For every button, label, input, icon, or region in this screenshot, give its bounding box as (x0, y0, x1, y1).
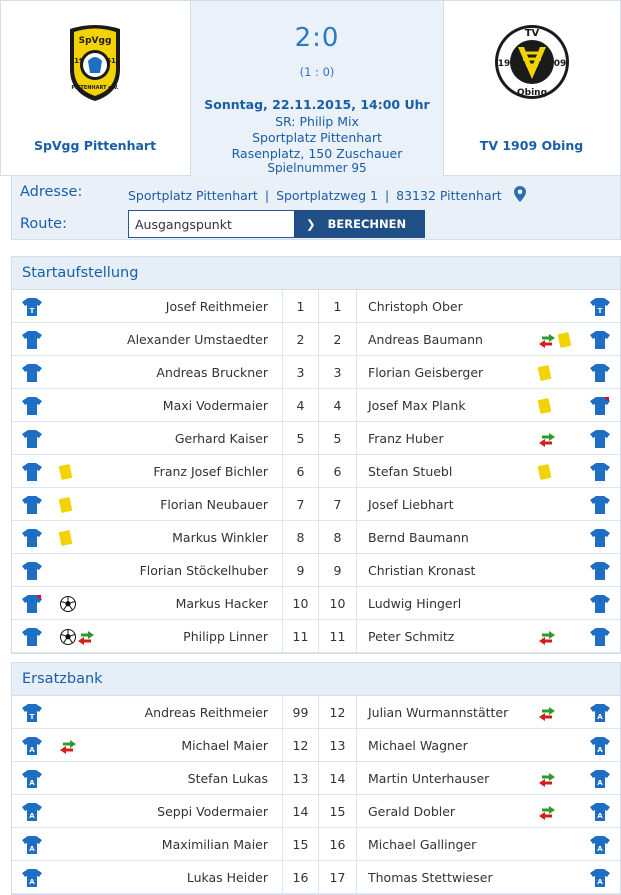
svg-text:T: T (29, 307, 35, 315)
shirt-icon (22, 396, 42, 419)
away-player-name[interactable]: Michael Wagner (368, 738, 468, 753)
home-player-name[interactable]: Maxi Vodermaier (162, 398, 268, 413)
away-player-name[interactable]: Josef Liebhart (368, 497, 454, 512)
final-score: 2:0 (294, 23, 340, 53)
home-player-number: 14 (282, 795, 318, 828)
substitution-icon (539, 805, 555, 819)
calculate-route-label: BERECHNEN (327, 217, 407, 231)
goal-ball-icon (60, 629, 76, 645)
away-logo-bottom: Obing (516, 88, 547, 98)
shirt-icon (590, 868, 610, 891)
svg-text:A: A (597, 746, 603, 754)
svg-text:A: A (597, 845, 603, 853)
player-row (12, 729, 620, 762)
player-row (12, 455, 620, 488)
yellow-card-icon (538, 464, 552, 480)
away-player-name[interactable]: Stefan Stuebl (368, 464, 453, 479)
address-venue: Sportplatz Pittenhart (128, 188, 258, 203)
shirt-icon (22, 594, 42, 617)
home-logo-ring: PITTENHART e.V. (71, 85, 119, 91)
away-player-name[interactable]: Ludwig Hingerl (368, 596, 462, 611)
away-player-number: 17 (318, 861, 357, 894)
starting-lineup-title: Startaufstellung (12, 257, 620, 290)
address-separator: | (384, 188, 390, 203)
away-player-name[interactable]: Peter Schmitz (368, 629, 455, 644)
shirt-icon (22, 495, 42, 518)
map-pin-icon[interactable] (514, 186, 526, 202)
svg-text:A: A (29, 746, 35, 754)
home-team-logo (66, 23, 124, 103)
shirt-icon (590, 429, 610, 452)
yellow-card-icon (59, 530, 73, 546)
away-player-name[interactable]: Michael Gallinger (368, 837, 477, 852)
home-events (60, 529, 71, 547)
yellow-card-icon (59, 464, 73, 480)
player-row (12, 356, 620, 389)
substitution-icon (539, 772, 555, 786)
player-row (12, 422, 620, 455)
player-row (12, 389, 620, 422)
shirt-icon (590, 594, 610, 617)
away-player-number: 1 (318, 290, 357, 323)
home-player-number: 6 (282, 455, 318, 488)
away-team-logo (493, 23, 571, 101)
yellow-card-icon (558, 332, 572, 348)
shirt-icon (22, 703, 42, 726)
away-events (539, 770, 555, 788)
shirt-icon (22, 363, 42, 386)
goal-ball-icon (60, 596, 76, 612)
substitution-icon (539, 432, 555, 446)
home-player-name[interactable]: Stefan Lukas (187, 771, 268, 786)
starting-lineup-table (12, 290, 620, 653)
home-player-name[interactable]: Alexander Umstaedter (127, 332, 268, 347)
away-team[interactable] (443, 1, 620, 177)
shirt-icon (22, 297, 42, 320)
home-team-name[interactable]: SpVgg Pittenhart (33, 138, 157, 153)
away-player-number: 2 (318, 323, 357, 356)
svg-text:A: A (29, 812, 35, 820)
address-label: Adresse: (20, 184, 83, 200)
home-player-number: 9 (282, 554, 318, 587)
shirt-icon (22, 835, 42, 858)
home-player-name[interactable]: Markus Winkler (172, 530, 268, 545)
player-row (12, 696, 620, 729)
shirt-icon (22, 528, 42, 551)
away-player-number: 3 (318, 356, 357, 389)
substitution-icon (539, 630, 555, 644)
away-player-name[interactable]: Christoph Ober (368, 299, 463, 314)
starting-lineup-section (11, 256, 621, 654)
calculate-route-button[interactable] (294, 210, 425, 238)
home-player-name[interactable]: Philipp Linner (183, 629, 268, 644)
home-player-number: 1 (282, 290, 318, 323)
player-row (12, 488, 620, 521)
away-logo-left: 19 (497, 59, 510, 69)
home-player-name[interactable]: Josef Reithmeier (165, 299, 268, 314)
away-player-number: 10 (318, 587, 357, 620)
player-row (12, 861, 620, 894)
home-player-number: 13 (282, 762, 318, 795)
away-player-name[interactable]: Franz Huber (368, 431, 444, 446)
svg-text:A: A (597, 713, 603, 721)
home-player-number: 11 (282, 620, 318, 653)
svg-text:A: A (29, 878, 35, 886)
home-player-name[interactable]: Maximilian Maier (161, 837, 268, 852)
home-player-number: 4 (282, 389, 318, 422)
away-player-number: 16 (318, 828, 357, 861)
away-logo-right: 09 (553, 59, 566, 69)
home-logo-year1: 19 (74, 57, 84, 65)
shirt-icon (590, 396, 610, 419)
home-events (60, 737, 76, 755)
away-events (539, 628, 555, 646)
away-player-name[interactable]: Bernd Baumann (368, 530, 469, 545)
address-line (128, 186, 526, 203)
player-row (12, 521, 620, 554)
shirt-icon (22, 561, 42, 584)
shirt-icon (590, 835, 610, 858)
bench-table (12, 696, 620, 894)
shirt-icon (590, 769, 610, 792)
home-player-name[interactable]: Markus Hacker (175, 596, 268, 611)
svg-text:A: A (597, 779, 603, 787)
away-player-name[interactable]: Christian Kronast (368, 563, 476, 578)
home-player-number: 99 (282, 696, 318, 729)
game-number: Spielnummer 95 (267, 161, 367, 175)
substitution-icon (539, 333, 555, 347)
shirt-icon (22, 736, 42, 759)
shirt-icon (590, 462, 610, 485)
substitution-icon (60, 739, 76, 753)
address-street: Sportplatzweg 1 (276, 188, 378, 203)
chevron-right-icon: ❯ (306, 217, 316, 231)
address-city: 83132 Pittenhart (396, 188, 502, 203)
route-start-input[interactable] (128, 210, 295, 238)
shirt-icon (22, 769, 42, 792)
shirt-icon (590, 363, 610, 386)
away-events (539, 331, 570, 349)
bench-section (11, 662, 621, 895)
away-player-name[interactable]: Josef Max Plank (368, 398, 466, 413)
away-logo-top: TV (524, 28, 539, 39)
match-info (190, 1, 444, 177)
home-player-number: 10 (282, 587, 318, 620)
player-row (12, 323, 620, 356)
svg-text:A: A (29, 845, 35, 853)
home-player-number: 8 (282, 521, 318, 554)
shirt-icon (22, 462, 42, 485)
away-player-number: 9 (318, 554, 357, 587)
shirt-icon (590, 528, 610, 551)
shirt-icon (590, 297, 610, 320)
svg-text:A: A (597, 812, 603, 820)
address-separator: | (264, 188, 270, 203)
substitution-icon (539, 706, 555, 720)
home-player-name[interactable]: Andreas Bruckner (156, 365, 268, 380)
home-player-number: 7 (282, 488, 318, 521)
home-player-name[interactable]: Gerhard Kaiser (174, 431, 268, 446)
home-player-name[interactable]: Franz Josef Bichler (153, 464, 268, 479)
away-player-number: 8 (318, 521, 357, 554)
home-player-number: 5 (282, 422, 318, 455)
shirt-icon (22, 429, 42, 452)
home-player-name[interactable]: Michael Maier (181, 738, 268, 753)
shirt-icon (590, 703, 610, 726)
home-events (60, 628, 94, 646)
away-player-number: 14 (318, 762, 357, 795)
away-events (539, 364, 550, 382)
away-player-number: 4 (318, 389, 357, 422)
away-events (539, 463, 550, 481)
shirt-icon (590, 495, 610, 518)
away-player-number: 15 (318, 795, 357, 828)
svg-text:T: T (597, 307, 603, 315)
player-row (12, 762, 620, 795)
player-row (12, 828, 620, 861)
route-label: Route: (20, 216, 67, 232)
yellow-card-icon (538, 365, 552, 381)
referee: SR: Philip Mix (275, 114, 359, 129)
shirt-icon (22, 627, 42, 650)
home-player-name[interactable]: Florian Stöckelhuber (139, 563, 268, 578)
address-box (11, 176, 621, 240)
away-player-name[interactable]: Andreas Baumann (368, 332, 483, 347)
home-player-name[interactable]: Seppi Vodermaier (157, 804, 268, 819)
away-player-number: 13 (318, 729, 357, 762)
away-player-name[interactable]: Martin Unterhauser (368, 771, 490, 786)
bench-title: Ersatzbank (12, 663, 620, 696)
home-player-name[interactable]: Andreas Reithmeier (144, 705, 268, 720)
match-header (0, 0, 621, 176)
shirt-icon (22, 330, 42, 353)
away-player-name[interactable]: Thomas Stettwieser (368, 870, 493, 885)
home-player-number: 16 (282, 861, 318, 894)
home-player-name[interactable]: Florian Neubauer (160, 497, 268, 512)
shirt-icon (590, 561, 610, 584)
home-player-number: 2 (282, 323, 318, 356)
shirt-icon (590, 736, 610, 759)
away-player-number: 6 (318, 455, 357, 488)
venue: Sportplatz Pittenhart (252, 130, 382, 145)
home-events (60, 463, 71, 481)
svg-text:T: T (29, 713, 35, 721)
home-events (60, 496, 71, 514)
substitution-icon (78, 630, 94, 644)
player-row (12, 290, 620, 323)
home-player-number: 12 (282, 729, 318, 762)
away-events (539, 803, 555, 821)
player-row (12, 795, 620, 828)
shirt-icon (22, 868, 42, 891)
away-player-name[interactable]: Florian Geisberger (368, 365, 484, 380)
away-team-name[interactable]: TV 1909 Obing (479, 138, 584, 153)
home-player-number: 3 (282, 356, 318, 389)
pitch-info: Rasenplatz, 150 Zuschauer (231, 146, 403, 161)
shirt-icon (590, 330, 610, 353)
yellow-card-icon (59, 497, 73, 513)
shirt-icon (22, 802, 42, 825)
player-row (12, 620, 620, 653)
match-date: Sonntag, 22.11.2015, 14:00 Uhr (204, 97, 430, 112)
player-row (12, 587, 620, 620)
home-logo-year2: 61 (106, 57, 116, 65)
shirt-icon (590, 802, 610, 825)
home-events (60, 595, 76, 613)
home-player-name[interactable]: Lukas Heider (186, 870, 268, 885)
yellow-card-icon (538, 398, 552, 414)
away-events (539, 704, 555, 722)
away-player-number: 7 (318, 488, 357, 521)
away-player-number: 11 (318, 620, 357, 653)
away-player-number: 12 (318, 696, 357, 729)
away-events (539, 430, 555, 448)
away-player-name[interactable]: Gerald Dobler (368, 804, 456, 819)
svg-text:A: A (597, 878, 603, 886)
player-row (12, 554, 620, 587)
home-team[interactable] (1, 1, 189, 177)
shirt-icon (590, 627, 610, 650)
away-events (539, 397, 550, 415)
home-player-number: 15 (282, 828, 318, 861)
away-player-name[interactable]: Julian Wurmannstätter (368, 705, 509, 720)
away-player-number: 5 (318, 422, 357, 455)
halftime-score: (1 : 0) (299, 65, 335, 79)
home-logo-text: SpVgg (78, 36, 112, 46)
svg-text:A: A (29, 779, 35, 787)
